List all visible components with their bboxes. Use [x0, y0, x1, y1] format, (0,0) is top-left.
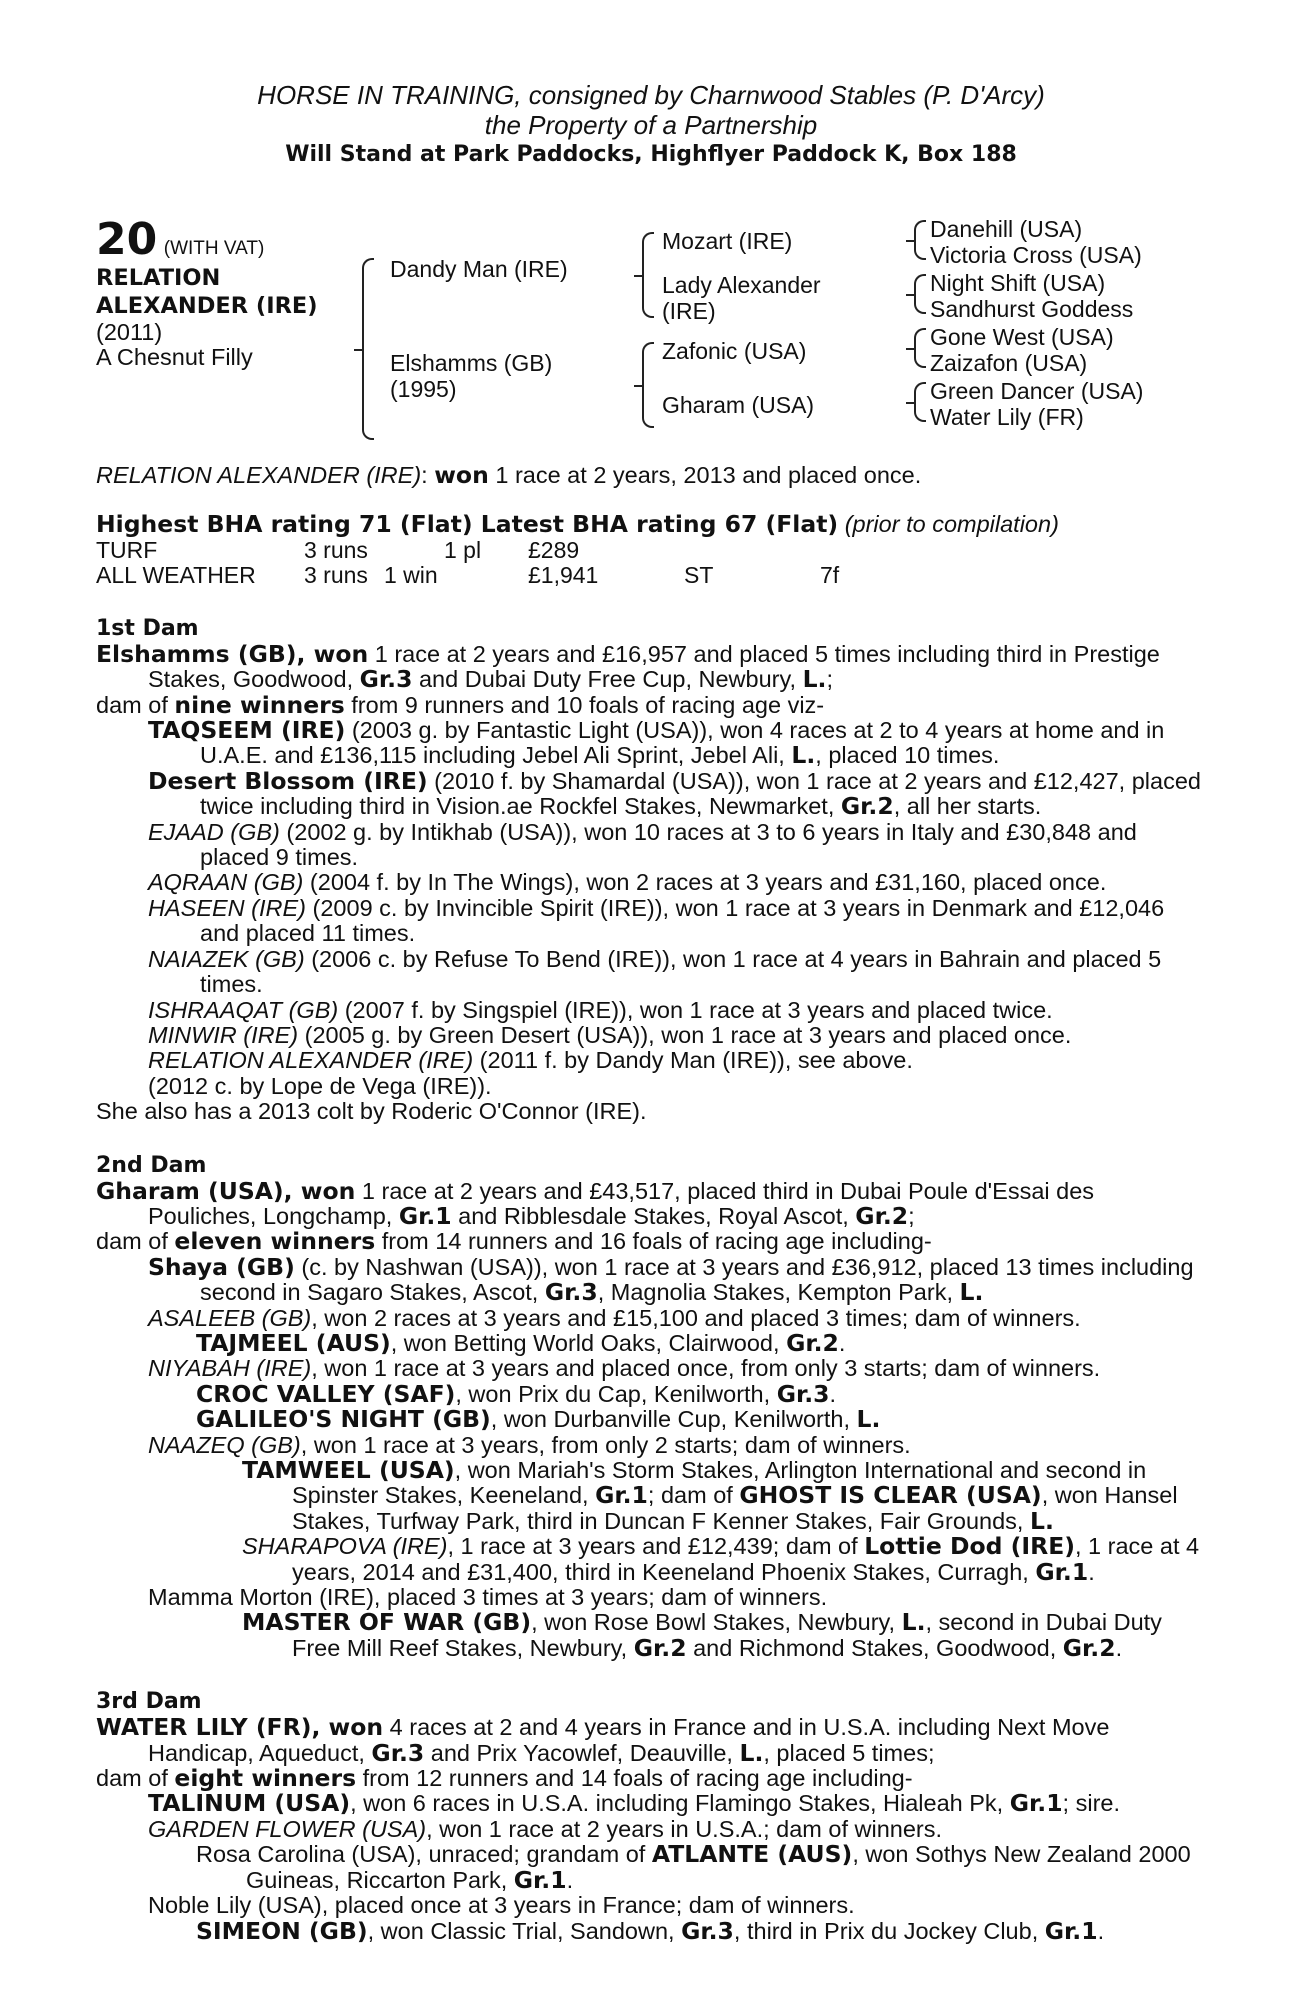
winners-count: eleven winners — [174, 1227, 376, 1256]
dam-name: Gharam (USA), won — [96, 1176, 356, 1205]
list-item — [96, 1534, 1206, 1585]
list-item — [96, 1407, 1206, 1432]
produce-name: ATLANTE (AUS) — [651, 1840, 853, 1869]
text: , won 2 races at 3 years and £15,100 and placed 3 times; dam of winners. — [311, 1304, 1081, 1331]
text: (2002 g. by Intikhab (USA)), won 10 races at 3 to 6 years in Italy and £30,848 and placed 9 times. — [200, 818, 1137, 871]
record-prize: £1,941 — [528, 561, 599, 588]
text: , 1 race at 4 years, 2014 and £31,400, third in Keeneland Phoenix Stakes, Curragh, — [292, 1533, 1200, 1585]
produce-name: GHOST IS CLEAR (USA) — [739, 1481, 1042, 1510]
produce-name: NIYABAH (IRE) — [148, 1355, 312, 1382]
foal-note: She also has a 2013 colt by Roderic O'Connor (IRE). — [96, 1098, 647, 1125]
text: dam of — [96, 691, 175, 718]
text: 4 races at 2 and 4 years in France and in U.S.A. including Next Move Handicap, Aqueduct, — [148, 1714, 1110, 1766]
list-item — [96, 1356, 1206, 1381]
dam-year: (1995) — [390, 376, 457, 402]
list-item — [96, 1916, 1206, 1945]
rating-block — [96, 512, 1206, 587]
grade: Gr.2 — [855, 1201, 909, 1230]
list-item — [96, 1458, 1206, 1534]
produce-name: GARDEN FLOWER (USA) — [148, 1815, 427, 1842]
list-item — [96, 998, 1206, 1023]
grade: Gr.1 — [1044, 1916, 1098, 1945]
text: , placed 5 times; — [763, 1739, 935, 1766]
produce-name: ISHRAAQAT (GB) — [148, 996, 339, 1023]
produce-name: CROC VALLEY (SAF) — [196, 1379, 456, 1408]
text: (2010 f. by Shamardal (USA)), won 1 race at 2 years and £12,427, placed twice including third in Vision.ae Rockfel Stakes, Newmarket, — [200, 767, 1201, 820]
brace-g3 — [914, 328, 926, 368]
record-prize: £289 — [528, 536, 580, 563]
record-going — [684, 538, 820, 563]
horse-description: A Chesnut Filly — [96, 344, 253, 371]
list-item — [96, 1379, 1206, 1408]
produce-name: RELATION ALEXANDER (IRE) — [148, 1047, 474, 1074]
grade: Gr.1 — [398, 1201, 452, 1230]
produce-name: ASALEEB (GB) — [148, 1304, 312, 1331]
grade: Gr.2 — [633, 1633, 687, 1662]
summary-won: won — [434, 461, 489, 489]
grade: L. — [739, 1738, 764, 1767]
grade: L. — [901, 1608, 926, 1637]
grade: L. — [802, 665, 827, 694]
grade: Gr.3 — [681, 1916, 734, 1945]
list-item — [96, 766, 1206, 821]
produce-name: NAAZEQ (GB) — [148, 1431, 301, 1458]
grade: L. — [959, 1278, 984, 1307]
text: and Dubai Duty Free Cup, Newbury, — [412, 666, 803, 693]
great-granddam-4: Water Lily (FR) — [930, 404, 1084, 430]
produce-name: Shaya (GB) — [148, 1252, 295, 1281]
text: (2009 c. by Invincible Spirit (IRE)), won 1 race at 3 years in Denmark and £12,046 and placed 11 times. — [200, 894, 1165, 947]
table-row — [96, 563, 839, 588]
grade: Gr.1 — [595, 1481, 648, 1510]
produce-name: EJAAD (GB) — [148, 818, 280, 845]
horse-name: RELATION — [96, 265, 221, 291]
text: and Ribblesdale Stakes, Royal Ascot, — [451, 1202, 856, 1229]
dam-produce-summary — [96, 690, 1206, 719]
list-item — [96, 1817, 1206, 1842]
produce-name: GALILEO'S NIGHT (GB) — [196, 1405, 491, 1434]
great-grandsire-1: Danehill (USA) — [930, 216, 1083, 242]
record-placed: 1 pl — [444, 536, 482, 563]
third-dam-section — [96, 1689, 1206, 1944]
great-grandsire-3: Gone West (USA) — [930, 324, 1114, 350]
grade: L. — [1029, 1506, 1054, 1535]
text: (2011 f. by Dandy Man (IRE)), see above. — [473, 1047, 913, 1074]
text: dam of — [96, 1228, 175, 1255]
list-item — [96, 1023, 1206, 1048]
text: (2006 c. by Refuse To Bend (IRE)), won 1 race at 4 years in Bahrain and placed 5 times. — [200, 945, 1162, 998]
produce-name: HASEEN (IRE) — [148, 894, 306, 921]
produce-name: MASTER OF WAR (GB) — [242, 1608, 532, 1637]
sire-sire: Mozart (IRE) — [662, 228, 793, 254]
text: and Richmond Stakes, Goodwood, — [686, 1634, 1063, 1661]
rating-note: (prior to compilation) — [844, 511, 1059, 538]
dam-dam: Gharam (USA) — [662, 392, 815, 418]
list-item — [96, 820, 1206, 871]
text: , won Sothys New Zealand 2000 Guineas, Riccarton Park, — [246, 1841, 1191, 1893]
produce-name: TAMWEEL (USA) — [242, 1456, 455, 1484]
grade: Gr.1 — [1035, 1557, 1089, 1586]
text: , won Rose Bowl Stakes, Newbury, — [531, 1609, 902, 1636]
text: . — [829, 1380, 837, 1407]
list-item — [96, 718, 1206, 769]
list-item — [96, 947, 1206, 998]
text: , won 6 races in U.S.A. including Flamingo Stakes, Hialeah Pk, — [350, 1790, 1010, 1817]
text: (c. by Nashwan (USA)), won 1 race at 3 years and £36,912, placed 13 times including second in Sagaro Stakes, Ascot, — [200, 1253, 1194, 1306]
grade: L. — [856, 1405, 881, 1434]
text: ; dam of — [647, 1482, 740, 1509]
text: , won 1 race at 3 years, from only 2 starts; dam of winners. — [300, 1431, 911, 1458]
sire-dam-2: (IRE) — [662, 298, 716, 324]
text: and Prix Yacowlef, Deauville, — [424, 1739, 740, 1766]
grade: Gr.3 — [359, 665, 413, 694]
text: 1 race at 2 years and £16,957 and placed 5 times including third in Prestige Stakes, Goodwood, — [148, 640, 1160, 693]
record-distance: 7f — [820, 561, 840, 588]
brace-g1 — [914, 220, 926, 260]
text: , won 1 race at 3 years and placed once, from only 3 starts; dam of winners. — [311, 1355, 1101, 1382]
text: (2005 g. by Green Desert (USA)), won 1 race at 3 years and placed once. — [298, 1021, 1072, 1048]
text: (2003 g. by Fantastic Light (USA)), won 4 races at 2 to 4 years at home and in U.A.E. and £136,115 including Jebel Ali Sprint, Jebel Ali, — [200, 717, 1165, 769]
produce-name: AQRAAN (GB) — [148, 869, 304, 896]
text: , won Durbanville Cup, Kenilworth, — [490, 1406, 857, 1433]
list-item — [96, 896, 1206, 947]
produce-name: SHARAPOVA (IRE) — [242, 1533, 448, 1560]
text: Rosa Carolina (USA), unraced; grandam of — [196, 1841, 652, 1868]
text: from 14 runners and 16 foals of racing age including- — [375, 1228, 932, 1255]
pedigree-block — [96, 216, 1206, 451]
text: , all her starts. — [893, 793, 1042, 820]
list-item — [96, 870, 1206, 895]
list-item — [96, 1791, 1206, 1816]
produce-name: TALINUM (USA) — [148, 1789, 351, 1818]
dam-brace — [642, 342, 654, 428]
vat-note: (WITH VAT) — [163, 238, 265, 259]
text: , third in Prix du Jockey Club, — [733, 1917, 1045, 1944]
winners-count: nine winners — [174, 690, 345, 719]
record-surface: ALL WEATHER — [96, 561, 256, 588]
text: from 12 runners and 14 foals of racing age including- — [356, 1765, 913, 1792]
sire-brace — [642, 232, 654, 318]
great-grandsire-4: Green Dancer (USA) — [930, 378, 1144, 404]
list-item — [96, 1048, 1206, 1073]
dam-record — [96, 639, 1206, 694]
text: , 1 race at 3 years and £12,439; dam of — [447, 1533, 865, 1560]
produce-name: MINWIR (IRE) — [148, 1021, 299, 1048]
great-granddam-1: Victoria Cross (USA) — [930, 242, 1142, 268]
race-record-table — [96, 538, 839, 588]
record-distance — [820, 538, 839, 563]
sire-dam: Lady Alexander — [662, 272, 821, 298]
list-item — [96, 1610, 1206, 1661]
pedigree-brace — [362, 258, 374, 440]
great-granddam-2: Sandhurst Goddess — [930, 296, 1134, 322]
lot-info — [96, 216, 318, 371]
table-row — [96, 538, 839, 563]
second-dam-section — [96, 1153, 1206, 1662]
record-runs: 3 runs — [304, 561, 368, 588]
horse-name-2: ALEXANDER (IRE) — [96, 293, 318, 319]
list-item — [96, 1306, 1206, 1331]
dam-name: WATER LILY (FR), won — [96, 1713, 384, 1742]
consignor-line: HORSE IN TRAINING, consigned by Charnwood Stables (P. D'Arcy) — [257, 80, 1045, 110]
text: 1 race at 2 years and £43,517, placed third in Dubai Poule d'Essai des Pouliches, Longchamp, — [148, 1177, 1095, 1229]
list-item — [96, 1433, 1206, 1458]
race-summary — [96, 463, 1206, 488]
summary-name: RELATION ALEXANDER (IRE) — [96, 462, 422, 488]
list-item — [96, 1842, 1206, 1893]
text: , won Prix du Cap, Kenilworth, — [455, 1380, 777, 1407]
property-line: the Property of a Partnership — [484, 110, 818, 140]
record-wins: 1 win — [384, 561, 438, 588]
text: (2007 f. by Singspiel (IRE)), won 1 race at 3 years and placed twice. — [338, 996, 1053, 1023]
text: , won Mariah's Storm Stakes, Arlington International and second in Spinster Stakes, Keeneland, — [292, 1457, 1147, 1509]
text: , second in Dubai Duty Free Mill Reef Stakes, Newbury, — [292, 1609, 1162, 1661]
produce-name: TAQSEEM (IRE) — [148, 716, 346, 745]
text: . — [1088, 1558, 1095, 1585]
grade: Gr.3 — [544, 1278, 598, 1307]
list-item: Noble Lily (USA), placed once at 3 years in France; dam of winners. — [148, 1892, 855, 1919]
text: ; — [826, 666, 833, 693]
section-title: 1st Dam — [96, 615, 199, 641]
dam-record — [96, 1176, 1206, 1230]
rating-line — [96, 512, 1206, 537]
sire: Dandy Man (IRE) — [390, 256, 568, 282]
record-surface: TURF — [96, 536, 158, 563]
list-item — [96, 1328, 1206, 1357]
list-item — [96, 1252, 1206, 1307]
text: , won Hansel Stakes, Turfway Park, third in Duncan F Kenner Stakes, Fair Grounds, — [292, 1482, 1178, 1534]
brace-g2 — [914, 274, 926, 314]
text: , placed 10 times. — [815, 742, 1000, 769]
brace-g4 — [914, 382, 926, 422]
dam: Elshamms (GB) — [390, 350, 553, 376]
rating-bold: Highest BHA rating 71 (Flat) Latest BHA rating 67 (Flat) — [96, 510, 839, 539]
summary-text: 1 race at 2 years, 2013 and placed once. — [495, 462, 922, 488]
text: . — [1115, 1634, 1123, 1661]
catalogue-page — [96, 80, 1206, 1944]
lot-number: 20 — [96, 214, 158, 265]
great-granddam-3: Zaizafon (USA) — [930, 350, 1088, 376]
text: , Magnolia Stakes, Kempton Park, — [597, 1279, 960, 1306]
record-going: ST — [684, 561, 714, 588]
produce-name: NAIAZEK (GB) — [148, 945, 305, 972]
text: ; — [908, 1202, 915, 1229]
great-grandsire-2: Night Shift (USA) — [930, 270, 1106, 296]
text: , won 1 race at 2 years in U.S.A.; dam of winners. — [426, 1815, 943, 1842]
stand-location: Will Stand at Park Paddocks, Highflyer Paddock K, Box 188 — [285, 142, 1017, 167]
record-placed — [444, 563, 528, 588]
section-title: 3rd Dam — [96, 1689, 202, 1715]
consignment-header — [96, 80, 1206, 170]
grade: Gr.2 — [1062, 1633, 1116, 1662]
dam-sire: Zafonic (USA) — [662, 338, 807, 364]
record-wins — [384, 538, 444, 563]
grade: Gr.3 — [776, 1379, 830, 1408]
winners-count: eight winners — [174, 1764, 357, 1793]
text: . — [838, 1329, 846, 1356]
grade: Gr.1 — [1009, 1789, 1063, 1818]
list-item: Mamma Morton (IRE), placed 3 times at 3 years; dam of winners. — [148, 1584, 828, 1611]
record-runs: 3 runs — [304, 536, 368, 563]
text: from 9 runners and 10 foals of racing age viz- — [344, 691, 825, 718]
grade: Gr.3 — [371, 1738, 425, 1767]
text: . — [566, 1866, 574, 1893]
section-title: 2nd Dam — [96, 1152, 207, 1178]
dam-name: Elshamms (GB), won — [96, 639, 369, 668]
produce-name: SIMEON (GB) — [196, 1916, 368, 1945]
produce-name: Lottie Dod (IRE) — [864, 1532, 1075, 1561]
produce-name: TAJMEEL (AUS) — [196, 1328, 391, 1357]
text: , won Classic Trial, Sandown, — [367, 1917, 682, 1944]
text: ; sire. — [1062, 1790, 1121, 1817]
grade: L. — [791, 741, 816, 770]
text: (2004 f. by In The Wings), won 2 races at 3 years and £31,160, placed once. — [303, 869, 1107, 896]
text: dam of — [96, 1765, 175, 1792]
text: . — [1097, 1917, 1105, 1944]
dam-produce-summary — [96, 1766, 1206, 1791]
summary-colon: : — [421, 462, 428, 488]
produce-name: Desert Blossom (IRE) — [148, 766, 428, 795]
first-dam-section — [96, 616, 1206, 1125]
dam-record — [96, 1715, 1206, 1766]
grade: Gr.2 — [840, 792, 894, 821]
text: , won Betting World Oaks, Clairwood, — [390, 1329, 787, 1356]
dam-produce-summary — [96, 1229, 1206, 1254]
grade: Gr.2 — [786, 1328, 839, 1357]
foaling-year: (2011) — [96, 319, 163, 345]
grade: Gr.1 — [513, 1865, 567, 1894]
list-item: (2012 c. by Lope de Vega (IRE)). — [148, 1072, 492, 1099]
